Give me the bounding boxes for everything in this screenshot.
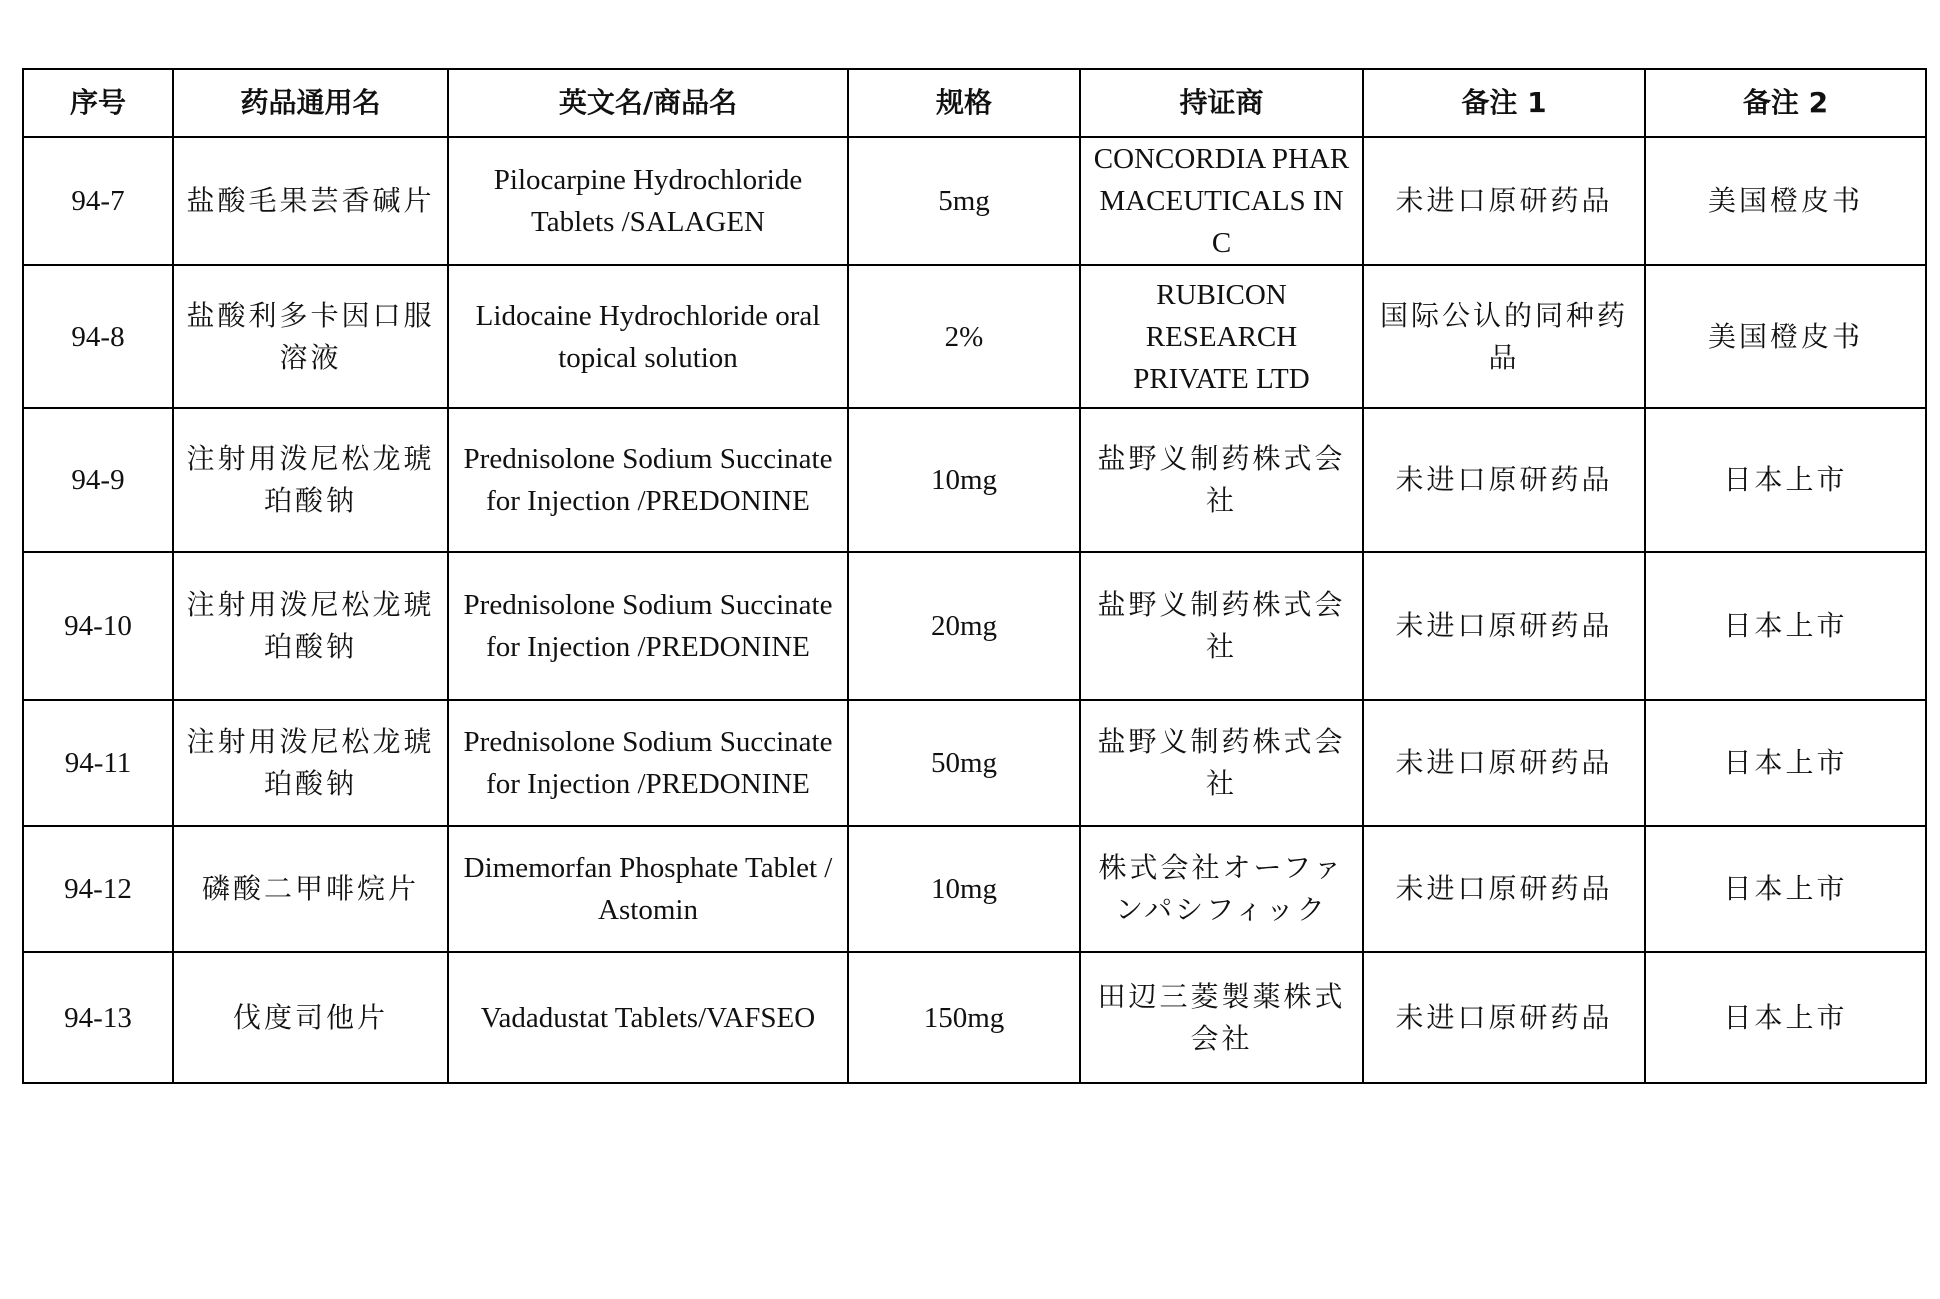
header-holder: 持证商 [1080, 69, 1363, 137]
cell-english-name: Prednisolone Sodium Succinate for Injection /PREDONINE [448, 408, 848, 552]
cell-holder: 盐野义制药株式会社 [1080, 552, 1363, 700]
cell-holder: 盐野义制药株式会社 [1080, 408, 1363, 552]
cell-spec: 50mg [848, 700, 1080, 826]
header-no: 序号 [23, 69, 173, 137]
cell-note1: 未进口原研药品 [1363, 408, 1645, 552]
header-spec: 规格 [848, 69, 1080, 137]
cell-no: 94-10 [23, 552, 173, 700]
cell-holder: 田辺三菱製薬株式会社 [1080, 952, 1363, 1083]
cell-note2: 美国橙皮书 [1645, 137, 1926, 265]
cell-holder: 盐野义制药株式会社 [1080, 700, 1363, 826]
cell-note2: 日本上市 [1645, 826, 1926, 952]
table-row [23, 952, 1926, 1083]
table-header-row [23, 69, 1926, 137]
cell-no: 94-12 [23, 826, 173, 952]
cell-spec: 5mg [848, 137, 1080, 265]
table-row [23, 552, 1926, 700]
cell-generic-name: 注射用泼尼松龙琥珀酸钠 [173, 408, 448, 552]
cell-spec: 20mg [848, 552, 1080, 700]
cell-generic-name: 注射用泼尼松龙琥珀酸钠 [173, 700, 448, 826]
cell-spec: 150mg [848, 952, 1080, 1083]
cell-note2: 日本上市 [1645, 552, 1926, 700]
cell-note1: 国际公认的同种药品 [1363, 265, 1645, 408]
cell-english-name: Vadadustat Tablets/VAFSEO [448, 952, 848, 1083]
cell-english-name: Prednisolone Sodium Succinate for Injection /PREDONINE [448, 552, 848, 700]
cell-spec: 10mg [848, 826, 1080, 952]
drug-list-table-wrapper [22, 68, 1925, 1084]
header-note1: 备注 1 [1363, 69, 1645, 137]
cell-note1: 未进口原研药品 [1363, 137, 1645, 265]
cell-note2: 日本上市 [1645, 952, 1926, 1083]
cell-note1: 未进口原研药品 [1363, 952, 1645, 1083]
cell-note1: 未进口原研药品 [1363, 826, 1645, 952]
cell-no: 94-7 [23, 137, 173, 265]
cell-holder: CONCORDIA PHARMACEUTICALS INC [1080, 137, 1363, 265]
header-generic-name: 药品通用名 [173, 69, 448, 137]
header-note2: 备注 2 [1645, 69, 1926, 137]
table-row [23, 826, 1926, 952]
cell-note1: 未进口原研药品 [1363, 552, 1645, 700]
table-row [23, 408, 1926, 552]
cell-holder: RUBICON RESEARCH PRIVATE LTD [1080, 265, 1363, 408]
cell-note2: 日本上市 [1645, 700, 1926, 826]
cell-english-name: Lidocaine Hydrochloride oral topical solution [448, 265, 848, 408]
drug-list-table [22, 68, 1927, 1084]
cell-note2: 日本上市 [1645, 408, 1926, 552]
table-row [23, 137, 1926, 265]
cell-english-name: Prednisolone Sodium Succinate for Injection /PREDONINE [448, 700, 848, 826]
cell-no: 94-9 [23, 408, 173, 552]
cell-spec: 2% [848, 265, 1080, 408]
cell-no: 94-11 [23, 700, 173, 826]
cell-generic-name: 盐酸利多卡因口服溶液 [173, 265, 448, 408]
header-english-name: 英文名/商品名 [448, 69, 848, 137]
cell-generic-name: 注射用泼尼松龙琥珀酸钠 [173, 552, 448, 700]
cell-note2: 美国橙皮书 [1645, 265, 1926, 408]
cell-no: 94-13 [23, 952, 173, 1083]
cell-holder: 株式会社オーファンパシフィック [1080, 826, 1363, 952]
cell-english-name: Pilocarpine Hydrochloride Tablets /SALAGEN [448, 137, 848, 265]
cell-generic-name: 伐度司他片 [173, 952, 448, 1083]
table-row [23, 265, 1926, 408]
cell-generic-name: 盐酸毛果芸香碱片 [173, 137, 448, 265]
cell-generic-name: 磷酸二甲啡烷片 [173, 826, 448, 952]
cell-no: 94-8 [23, 265, 173, 408]
cell-english-name: Dimemorfan Phosphate Tablet / Astomin [448, 826, 848, 952]
cell-note1: 未进口原研药品 [1363, 700, 1645, 826]
cell-spec: 10mg [848, 408, 1080, 552]
table-row [23, 700, 1926, 826]
